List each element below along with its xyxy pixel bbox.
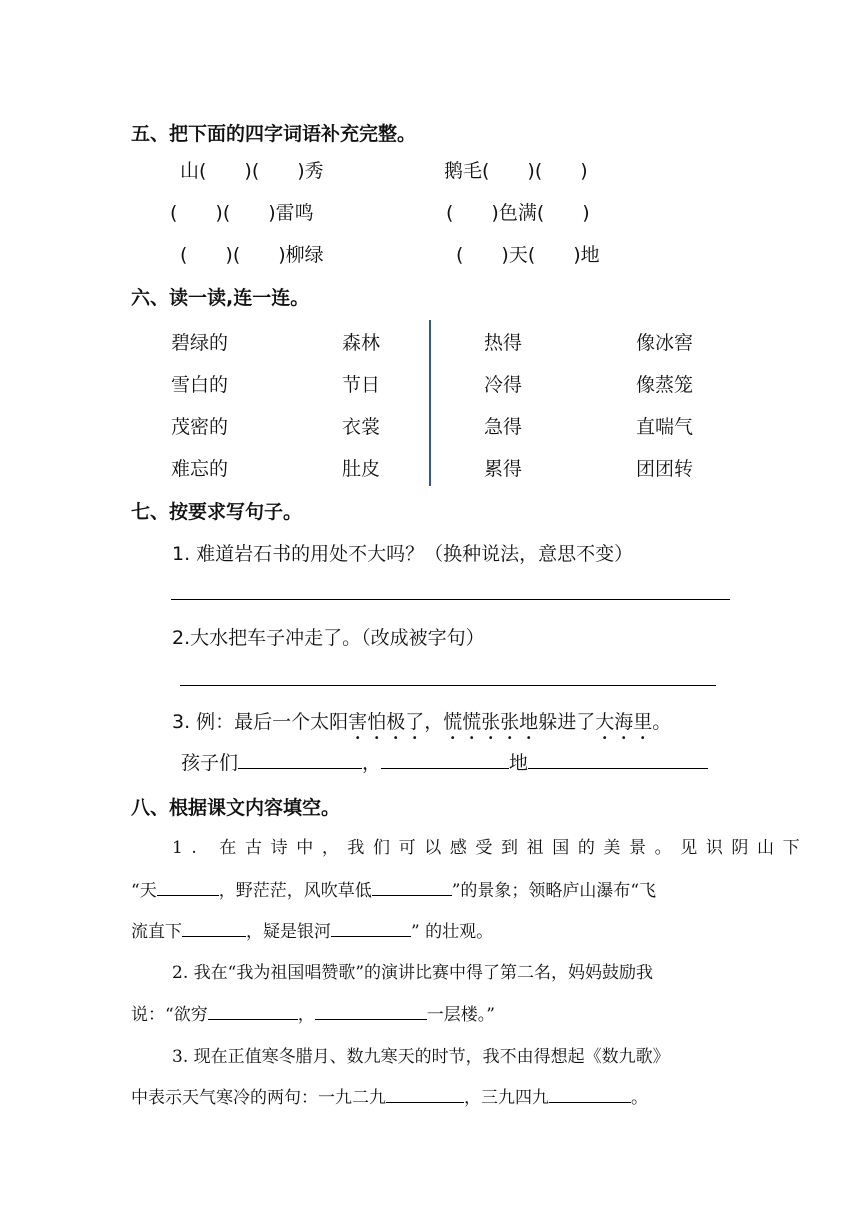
match-word: 衣裳 <box>342 416 381 438</box>
match-word: 森林 <box>342 332 381 354</box>
idiom-item: ( )( )柳绿 <box>180 244 324 266</box>
question-1: 1. 难道岩石书的用处不大吗？（换种说法，意思不变） <box>172 543 634 565</box>
question-2: 2.大水把车子冲走了。（改成被字句） <box>172 627 485 649</box>
section-8-title: 八、根据课文内容填空。 <box>131 797 341 819</box>
section-7-title: 七、按要求写句子。 <box>131 501 303 523</box>
idiom-item: ( )( )雷鸣 <box>170 202 314 224</box>
blank[interactable] <box>315 1001 427 1020</box>
section-6-title: 六、读一读,连一连。 <box>131 287 310 309</box>
match-word: 急得 <box>484 416 523 438</box>
blank[interactable] <box>331 918 411 937</box>
answer-line[interactable] <box>171 599 730 600</box>
blank[interactable] <box>528 750 708 769</box>
paragraph-1-line-2: “天 ，野茫茫，风吹草低 ”的景象；领略庐山瀑布“飞 <box>131 876 656 901</box>
match-word: 累得 <box>484 458 523 480</box>
idiom-item: ( )色满( ) <box>446 202 590 224</box>
match-word: 热得 <box>484 332 523 354</box>
blank[interactable] <box>372 877 452 896</box>
match-word: 直喘气 <box>636 416 694 438</box>
match-word: 像蒸笼 <box>636 374 694 396</box>
fill-sentence: 孩子们 ， 地 <box>181 748 708 775</box>
paragraph-2-line-1: 2. 我在“我为祖国唱赞歌”的演讲比赛中得了第二名，妈妈鼓励我 <box>172 963 654 983</box>
blank[interactable] <box>238 750 362 769</box>
blank[interactable] <box>386 1084 464 1103</box>
column-divider <box>429 320 431 486</box>
blank[interactable] <box>381 750 509 769</box>
match-word: 节日 <box>342 374 381 396</box>
match-word: 碧绿的 <box>171 332 229 354</box>
paragraph-1-line-3: 流直下 ，疑是银河 ” 的壮观。 <box>131 917 493 942</box>
match-word: 冷得 <box>484 374 523 396</box>
idiom-item: 山( )( )秀 <box>180 160 324 182</box>
blank[interactable] <box>208 1001 298 1020</box>
idiom-item: 鹅毛( )( ) <box>444 160 588 182</box>
match-word: 难忘的 <box>171 458 229 480</box>
question-3-example: 3. 例：最后一个太阳害怕极了，慌慌张张地躲进了大海里。 <box>172 711 672 733</box>
blank[interactable] <box>182 918 246 937</box>
paragraph-3-line-2: 中表示天气寒冷的两句：一九二九 ，三九四九 。 <box>131 1083 648 1108</box>
match-word: 团团转 <box>636 458 694 480</box>
paragraph-2-line-2: 说：“欲穷 ， 一层楼。” <box>131 1000 495 1025</box>
paragraph-3-line-1: 3. 现在正值寒冬腊月、数九寒天的时节，我不由得想起《数九歌》 <box>172 1047 670 1067</box>
blank[interactable] <box>157 877 219 896</box>
idiom-item: ( )天( )地 <box>456 244 600 266</box>
blank[interactable] <box>549 1084 631 1103</box>
match-word: 像冰窖 <box>636 332 694 354</box>
paragraph-1-line-1: 1. 在古诗中，我们可以感受到祖国的美景。见识阴山下 <box>172 838 809 858</box>
match-word: 肚皮 <box>342 458 381 480</box>
answer-line[interactable] <box>180 685 716 686</box>
match-word: 雪白的 <box>171 374 229 396</box>
match-word: 茂密的 <box>171 416 229 438</box>
section-5-title: 五、把下面的四字词语补充完整。 <box>131 123 417 145</box>
